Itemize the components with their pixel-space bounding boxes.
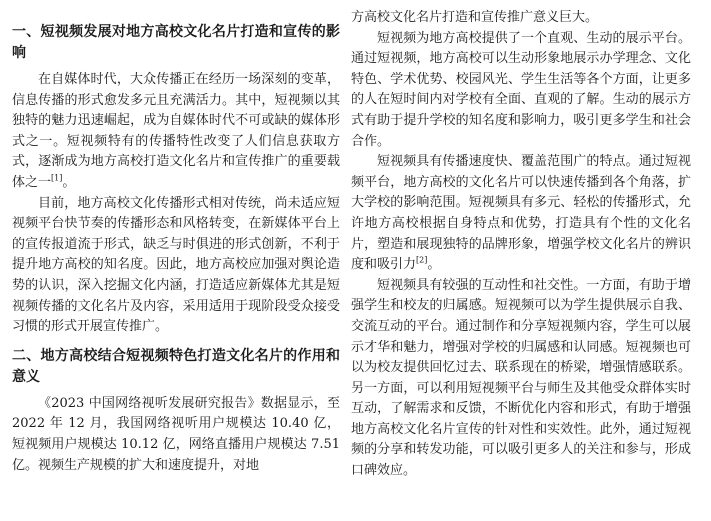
paragraph-5-text: 短视频具有传播速度快、覆盖范围广的特点。通过短视频平台，地方高校的文化名片可以快速传播到各个角落，扩大学校的影响范围。短视频具有多元、轻松的传播形式，允许地方高校根据自身特点和优势，打造具有个性的文化名片，塑造和展现独特的品牌形象，增强学校文化名片的辨识度和吸引力 bbox=[351, 154, 691, 273]
paragraph-1 bbox=[12, 70, 340, 194]
citation-ref-2: [2] bbox=[416, 255, 428, 265]
section-heading-2: 二、地方高校结合短视频特色打造文化名片的作用和意义 bbox=[12, 347, 340, 385]
paragraph-5 bbox=[351, 152, 691, 276]
paragraph-2: 目前，地方高校文化传播形式相对传统，尚未适应短视频平台快节奏的传播形态和风格转变，在新媒体平台上的宣传报道流于形式，缺乏与时俱进的形式创新，不利于提升地方高校的知名度。因此，地方高校应加强对舆论造势的认识，深入挖掘文化内涵，打造适应新媒体尤其是短视频传播的文化名片及内容，采用适用于现阶段受众接受习惯的形式开展宣传推广。 bbox=[12, 195, 340, 335]
paragraph-3: 《2023 中国网络视听发展研究报告》数据显示，至 2022 年 12 月，我国网络视听用户规模达 10.40 亿，短视频用户规模达 10.12 亿，网络直播用户规模达 7.51 亿。视频生产规模的扩大和速度提升，对地 bbox=[12, 395, 340, 473]
section-heading-1: 一、短视频发展对地方高校文化名片打造和宣传的影响 bbox=[12, 24, 340, 61]
paragraph-4: 短视频为地方高校提供了一个直观、生动的展示平台。通过短视频，地方高校可以生动形象地展示办学理念、文化特色、学术优势、校园风光、学生生活等各个方面，让更多的人在短时间内对学校有全面、直观的了解。生动的展示方式有助于提升学校的知名度和影响力，吸引更多学生和社会合作。 bbox=[351, 30, 691, 149]
paragraph-6: 短视频具有较强的互动性和社交性。一方面，有助于增强学生和校友的归属感。短视频可以为学生提供展示自我、交流互动的平台。通过制作和分享短视频内容，学生可以展示才华和魅力，增强对学校的归属感和认同感。短视频也可以为校友提供回忆过去、联系现在的桥梁，增强情感联系。另一方面，可以利用短视频平台与师生及其他受众群体实时互动，了解需求和反馈，不断优化内容和形式，有助于增强地方高校文化名片宣传的针对性和实效性。此外，通过短视频的分享和转发功能，可以吸引更多人的关注和参与，形成口碑效应。 bbox=[351, 277, 691, 479]
paragraph-3-continued: 方高校文化名片打造和宣传推广意义巨大。 bbox=[351, 10, 599, 25]
paragraph-1-text: 在自媒体时代，大众传播正在经历一场深刻的变革，信息传播的形式愈发多元且充满活力。其中，短视频以其独特的魅力迅速崛起，成为自媒体时代不可或缺的媒体形式之一。短视频特有的传播特性改变了人们信息获取方式，逐渐成为地方高校打造文化名片和宣传推广的重要载体之一 bbox=[12, 72, 340, 190]
citation-ref-1: [1] bbox=[51, 173, 63, 183]
paragraph-1-end: 。 bbox=[62, 174, 76, 190]
right-column bbox=[351, 8, 691, 482]
paragraph-5-end: 。 bbox=[427, 257, 441, 273]
left-column bbox=[12, 8, 340, 476]
